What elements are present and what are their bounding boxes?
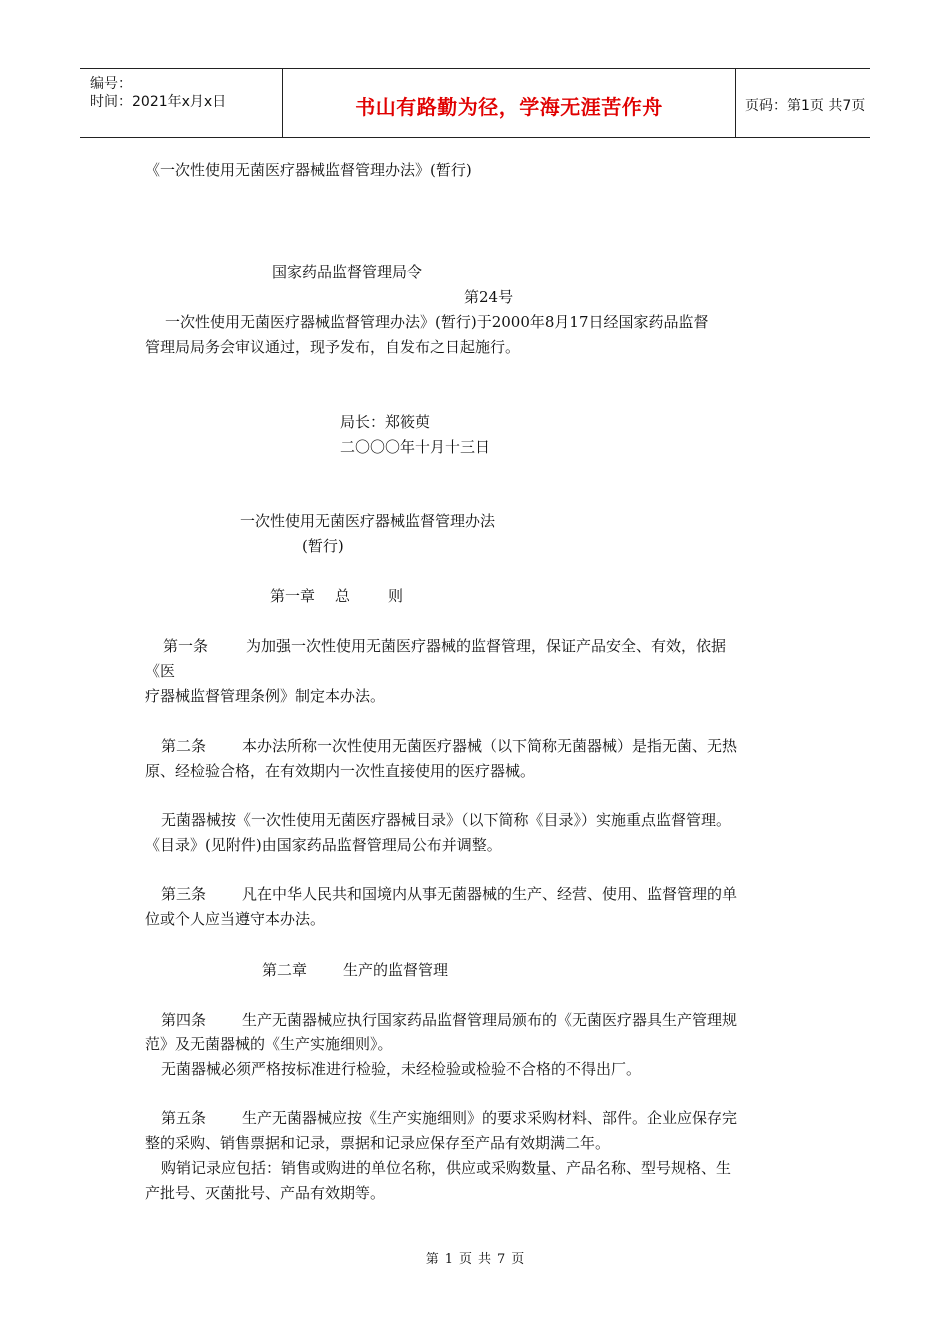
footer-page-number: 1 xyxy=(444,1252,453,1267)
catalog-line-2: 《目录》(见附件)由国家药品监督管理局公布并调整。 xyxy=(145,836,502,854)
order-number: 第24号 xyxy=(464,288,514,306)
page-header xyxy=(80,68,870,138)
article-5-label: 第五条 xyxy=(161,1109,207,1127)
catalog-line-1: 无菌器械按《一次性使用无菌医疗器械目录》（以下简称《目录》）实施重点监督管理。 xyxy=(161,811,732,829)
chapter-2-heading xyxy=(262,960,448,980)
article-3-text-1: 凡在中华人民共和国境内从事无菌器械的生产、经营、使用、监督管理的单 xyxy=(242,885,738,903)
chapter-2-title: 生产的监督管理 xyxy=(343,961,449,979)
article-1-line-3: 疗器械监督管理条例》制定本办法。 xyxy=(145,687,386,705)
footer-ye-2: 页 xyxy=(511,1252,525,1267)
article-5-line-1 xyxy=(161,1108,737,1128)
chapter-1-title-b: 则 xyxy=(388,587,404,605)
article-1-text-1: 为加强一次性使用无菌医疗器械的监督管理，保证产品安全、有效，依据 xyxy=(246,637,727,655)
article-5-line-2: 整的采购、销售票据和记录，票据和记录应保存至产品有效期满二年。 xyxy=(145,1134,611,1152)
article-1-label: 第一条 xyxy=(163,637,209,655)
article-4-label: 第四条 xyxy=(161,1011,207,1029)
article-5-text-1: 生产无菌器械应按《生产实施细则》的要求采购材料、部件。企业应保存完 xyxy=(242,1109,738,1127)
footer-gong: 共 xyxy=(478,1252,492,1267)
article-3-label: 第三条 xyxy=(161,885,207,903)
article-3-line-2: 位或个人应当遵守本办法。 xyxy=(145,910,326,928)
footer-ye: 页 xyxy=(458,1252,472,1267)
article-2-label: 第二条 xyxy=(161,737,207,755)
doc-title: 《一次性使用无菌医疗器械监督管理办法》(暂行) xyxy=(145,161,472,179)
article-5-line-3: 购销记录应包括：销售或购进的单位名称，供应或采购数量、产品名称、型号规格、生 xyxy=(161,1159,732,1177)
footer-total-pages: 7 xyxy=(497,1252,506,1267)
chapter-1-title-a: 总 xyxy=(335,587,351,605)
article-2-line-2: 原、经检验合格，在有效期内一次性直接使用的医疗器械。 xyxy=(145,762,536,780)
article-4-text-1: 生产无菌器械应执行国家药品监督管理局颁布的《无菌医疗器具生产管理规 xyxy=(242,1011,738,1029)
footer-di: 第 xyxy=(425,1252,439,1267)
article-4-line-2: 范》及无菌器械的《生产实施细则》。 xyxy=(145,1035,393,1053)
article-5-line-4: 产批号、灭菌批号、产品有效期等。 xyxy=(145,1184,386,1202)
article-3-line-1 xyxy=(161,884,737,904)
article-4-line-3: 无菌器械必须严格按标准进行检验，未经检验或检验不合格的不得出厂。 xyxy=(161,1060,642,1078)
article-1-line-1 xyxy=(163,636,726,656)
article-2-text-1: 本办法所称一次性使用无菌医疗器械（以下简称无菌器械）是指无菌、无热 xyxy=(242,737,738,755)
chapter-2-label: 第二章 xyxy=(262,961,308,979)
header-motto: 书山有路勤为径，学海无涯苦作舟 xyxy=(355,95,663,119)
chapter-1-heading xyxy=(270,586,403,606)
header-motto-cell xyxy=(282,69,736,137)
director: 局长：郑筱萸 xyxy=(340,413,431,431)
issue-date: 二〇〇〇年十月十三日 xyxy=(340,438,491,456)
header-page-label: 页码：第1页 共7页 xyxy=(745,98,866,114)
article-2-line-1 xyxy=(161,736,737,756)
doc-time-label: 时间：2021年x月x日 xyxy=(90,94,227,110)
intro-line-1: 一次性使用无菌医疗器械监督管理办法》(暂行)于2000年8月17日经国家药品监督 xyxy=(165,313,709,331)
header-page-cell xyxy=(735,69,870,137)
subtitle-2: (暂行) xyxy=(302,537,344,555)
chapter-1-label: 第一章 xyxy=(270,587,316,605)
article-1-line-2: 《医 xyxy=(145,662,176,680)
intro-line-2: 管理局局务会审议通过，现予发布，自发布之日起施行。 xyxy=(145,338,521,356)
header-meta xyxy=(80,69,282,137)
page-footer xyxy=(0,1248,950,1267)
issuer: 国家药品监督管理局令 xyxy=(272,263,423,281)
subtitle-1: 一次性使用无菌医疗器械监督管理办法 xyxy=(240,512,496,530)
doc-number-label: 编号： xyxy=(90,76,132,92)
article-4-line-1 xyxy=(161,1010,737,1030)
